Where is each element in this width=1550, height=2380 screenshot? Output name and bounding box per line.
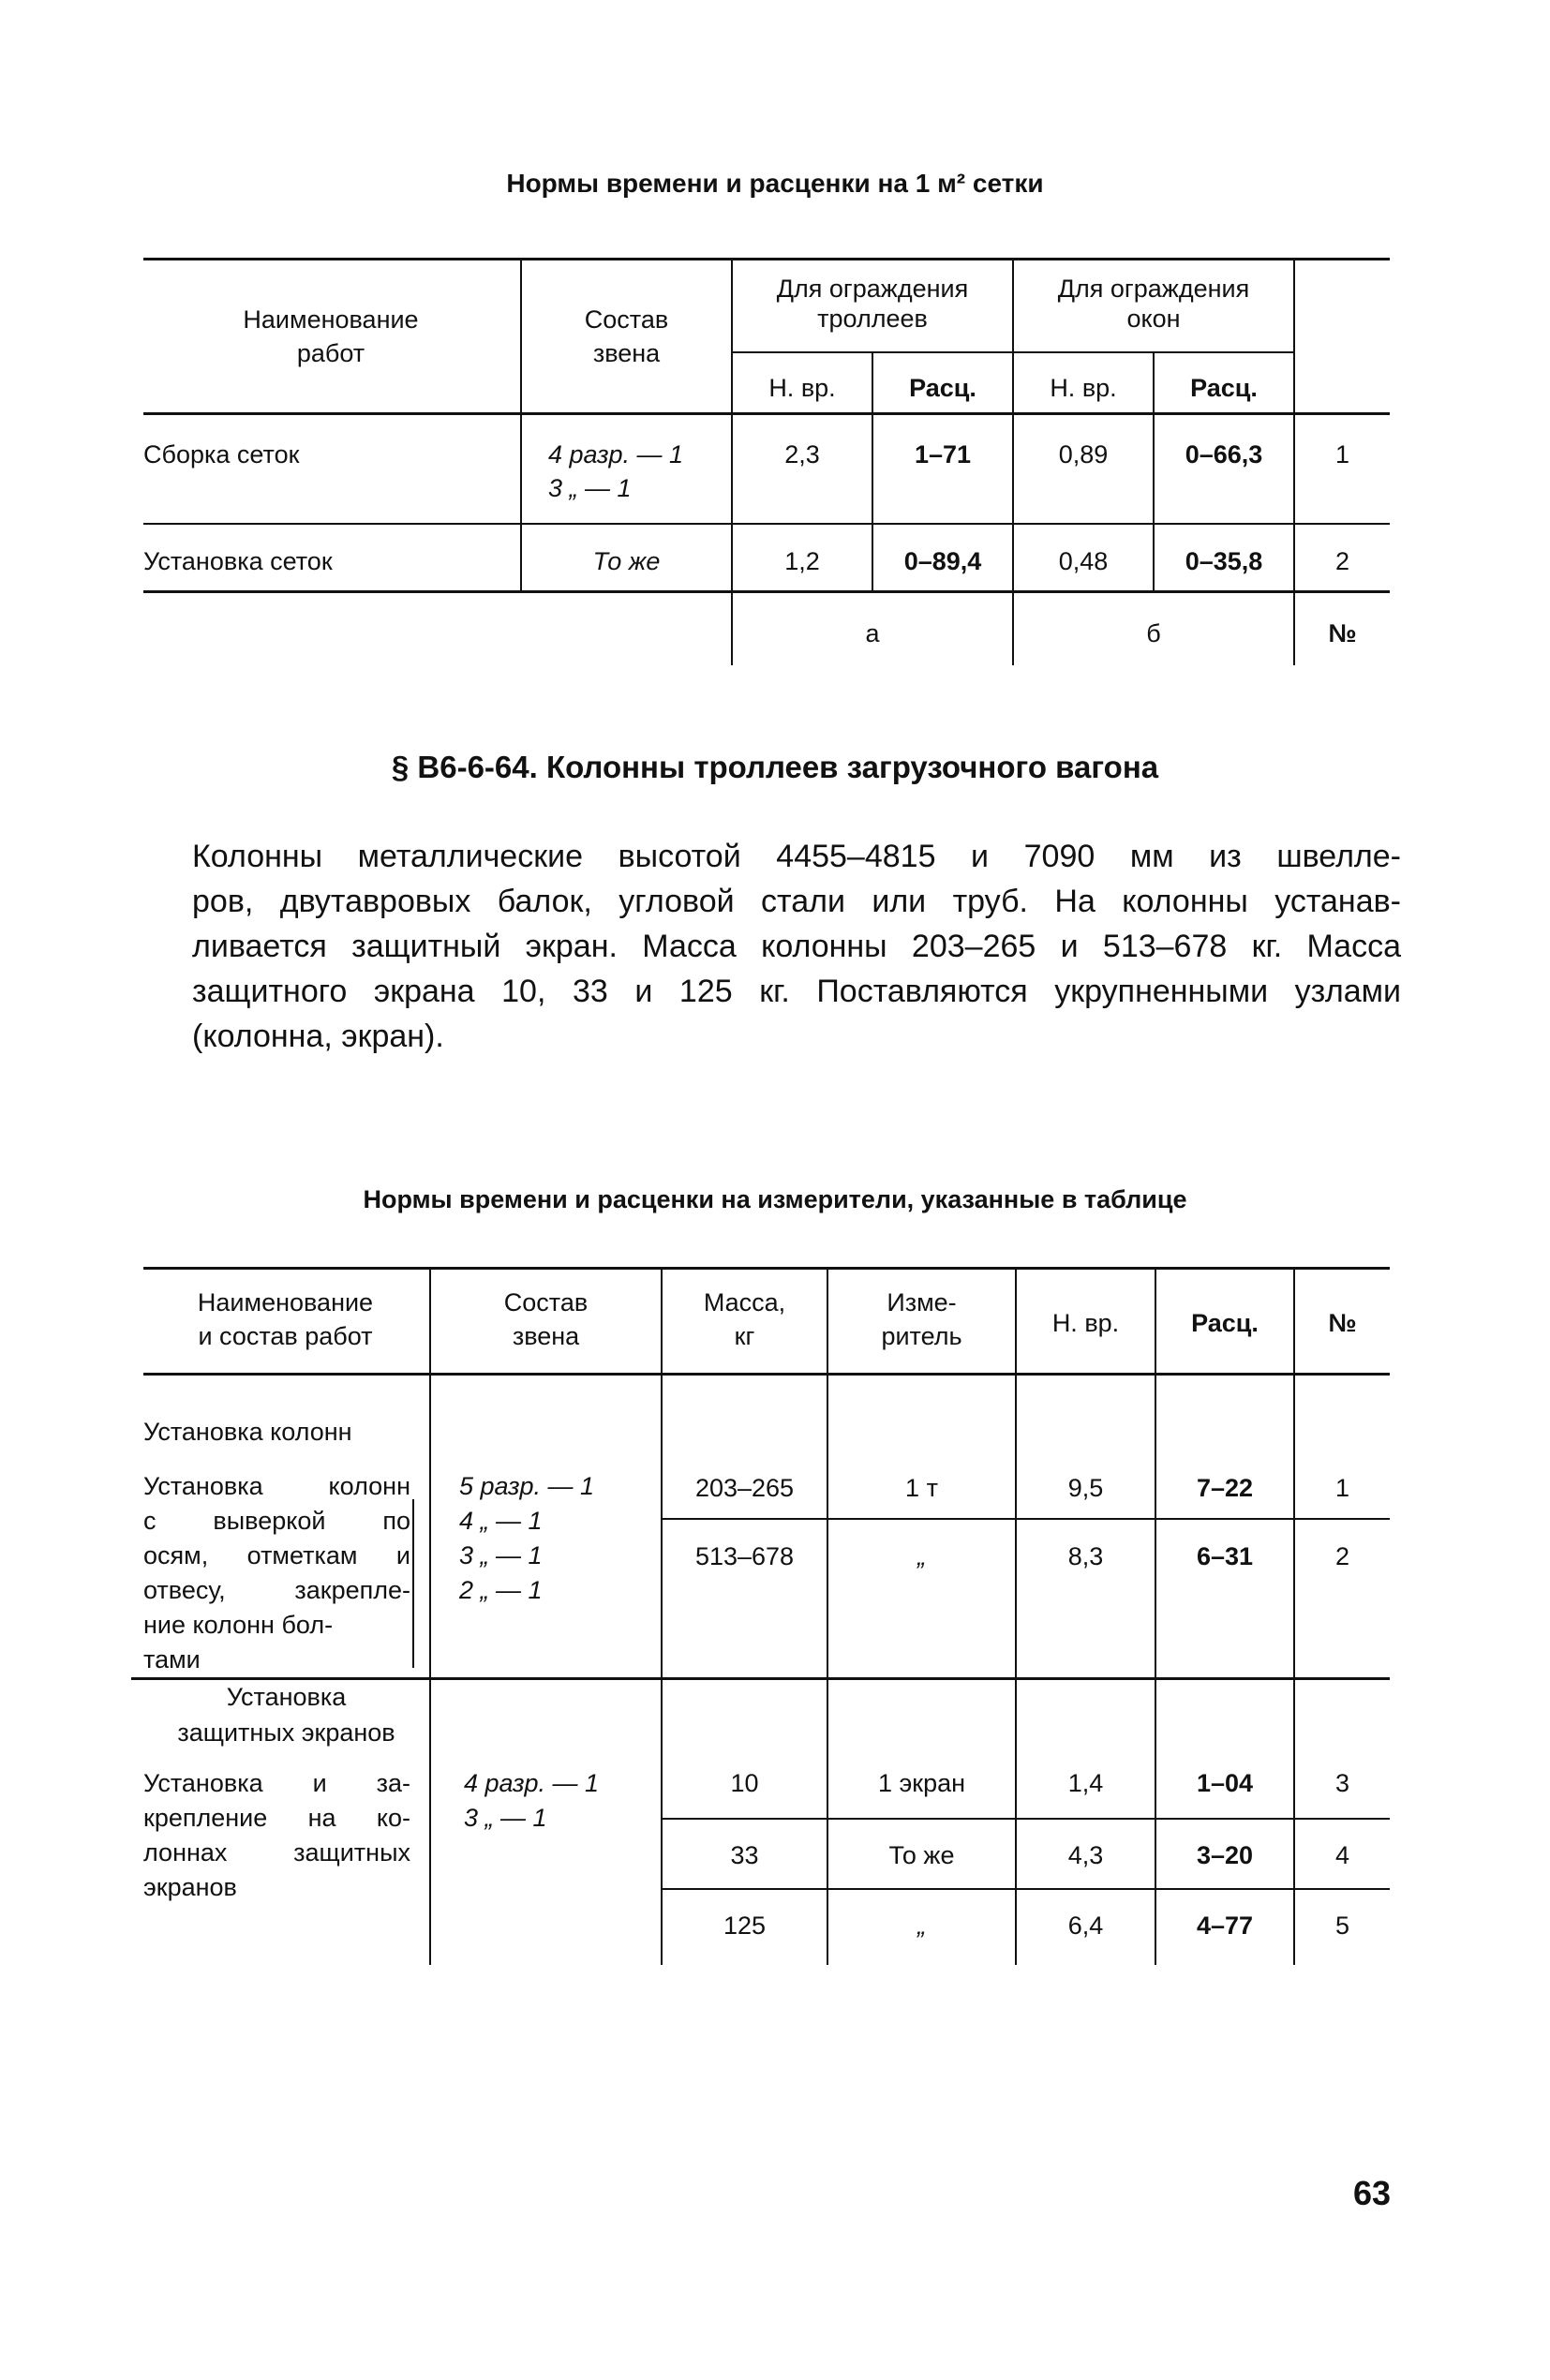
t2-group1-desc: Установка колонн с выверкой по осям, отметкам и отвесу, закрепле- ние колонн бол- тами [143, 1472, 410, 1673]
t1-row1-b-rasc: 0–66,3 [1185, 440, 1263, 469]
t2-row2-mass: 513–678 [694, 1542, 795, 1570]
t1-footer-a: а [865, 619, 880, 647]
table2-col-rule [429, 1267, 431, 1965]
t1-head-group-b: Для ограждения окон [1057, 275, 1250, 333]
t2-row1-rasc: 7–22 [1196, 1474, 1254, 1502]
table2-top-rule [143, 1267, 1390, 1270]
paragraph-line: ливается защитный экран. Масса колонны 203–265 и 513–678 кг. Масса [192, 929, 1401, 964]
t2-row2-meter: „ [917, 1542, 926, 1570]
t2-head-name: Наименование и состав работ [197, 1288, 374, 1350]
t2-row2-nvr: 8,3 [1067, 1542, 1104, 1570]
t1-head-group-a: Для ограждения троллеев [776, 275, 969, 333]
page-number: 63 [1352, 2174, 1391, 2212]
section-paragraph [192, 834, 1401, 1059]
t2-group1-crew: 5 разр. — 1 4 „ — 1 3 „ — 1 2 „ — 1 [459, 1472, 595, 1604]
table1-row-rule [143, 523, 1390, 525]
t2-row3-num: 3 [1334, 1769, 1350, 1797]
t2-row1-mass: 203–265 [694, 1474, 795, 1502]
t2-row5-mass: 125 [723, 1911, 767, 1940]
table2-header-bottom-rule [143, 1373, 1390, 1376]
paragraph-line: Колонны металлические высотой 4455–4815 и 7090 мм из швелле- [192, 839, 1401, 874]
t1-row2-a-rasc: 0–89,4 [903, 547, 982, 575]
paragraph-line: (колонна, экран). [192, 1019, 444, 1054]
t1-row2-b-rasc: 0–35,8 [1185, 547, 1263, 575]
t2-head-mass: Масса, кг [703, 1288, 786, 1350]
t2-row2-rasc: 6–31 [1196, 1542, 1254, 1570]
t2-row1-meter: 1 т [905, 1474, 938, 1502]
table1-top-rule [143, 258, 1390, 260]
t1-row1-name: Сборка сеток [143, 440, 300, 469]
t2-row2-num: 2 [1334, 1542, 1350, 1570]
table2-row-rule [661, 1518, 1390, 1520]
t1-head-b-rasc: Расц. [1190, 374, 1258, 402]
t2-group2-desc: Установка и за- крепление на ко- лоннах защитных экранов [143, 1769, 410, 1901]
paragraph-line: защитного экрана 10, 33 и 125 кг. Поставляются укрупненными узлами [192, 974, 1401, 1009]
t2-group1-bracket [412, 1499, 414, 1668]
t2-row5-rasc: 4–77 [1196, 1911, 1254, 1940]
t1-footer-num: № [1328, 619, 1357, 647]
table1-caption: Нормы времени и расценки на 1 м² сетки [506, 169, 1044, 198]
t2-group1-title: Установка колонн [143, 1418, 352, 1446]
paragraph-line: ров, двутавровых балок, угловой стали или труб. На колонны устанав- [192, 884, 1401, 919]
t2-row5-nvr: 6,4 [1067, 1911, 1104, 1940]
t2-row3-mass: 10 [730, 1769, 759, 1797]
t1-row2-crew: То же [592, 547, 661, 575]
t1-row1-num: 1 [1334, 440, 1350, 469]
t1-head-a-nvr: Н. вр. [768, 374, 836, 402]
t1-head-name: Наименование работ [243, 305, 419, 367]
t1-row2-num: 2 [1334, 547, 1350, 575]
t2-head-num: № [1328, 1309, 1357, 1337]
t2-row3-rasc: 1–04 [1196, 1769, 1254, 1797]
t2-group2-title: Установка защитных экранов [177, 1683, 395, 1747]
t2-row3-meter: 1 экран [877, 1769, 966, 1797]
t2-row4-nvr: 4,3 [1067, 1841, 1104, 1869]
t1-row1-crew: 4 разр. — 1 3 „ — 1 [548, 440, 684, 502]
table2-caption: Нормы времени и расценки на измерители, указанные в таблице [363, 1185, 1187, 1213]
t1-head-b-nvr: Н. вр. [1050, 374, 1117, 402]
t1-head-crew: Состав звена [584, 305, 669, 367]
t1-row1-a-rasc: 1–71 [914, 440, 972, 469]
table2-row-rule [661, 1888, 1390, 1890]
t2-row4-meter: То же [888, 1841, 955, 1869]
t1-row2-b-nvr: 0,48 [1058, 547, 1109, 575]
t2-row3-nvr: 1,4 [1067, 1769, 1104, 1797]
t2-head-rasc: Расц. [1191, 1309, 1259, 1337]
table1-header-bottom-rule [143, 412, 1390, 415]
t2-row4-mass: 33 [730, 1841, 759, 1869]
t1-row1-b-nvr: 0,89 [1058, 440, 1109, 469]
t2-row1-nvr: 9,5 [1067, 1474, 1104, 1502]
t1-row2-name: Установка сеток [143, 547, 333, 575]
t2-row1-num: 1 [1334, 1474, 1350, 1502]
t2-head-crew: Состав звена [503, 1288, 589, 1350]
t2-row4-num: 4 [1334, 1841, 1350, 1869]
t1-row2-a-nvr: 1,2 [784, 547, 820, 575]
t1-row1-a-nvr: 2,3 [784, 440, 820, 469]
t1-head-a-rasc: Расц. [909, 374, 976, 402]
table2-row-rule [661, 1818, 1390, 1820]
table1-bottom-rule [143, 590, 1390, 593]
t2-group2-crew: 4 разр. — 1 3 „ — 1 [464, 1769, 600, 1832]
t2-head-nvr: Н. вр. [1051, 1309, 1120, 1337]
t2-row4-rasc: 3–20 [1196, 1841, 1254, 1869]
t2-row5-meter: „ [917, 1911, 926, 1940]
t2-row5-num: 5 [1334, 1911, 1350, 1940]
section-title: § В6-6-64. Колонны троллеев загрузочного вагона [391, 750, 1159, 784]
t1-footer-b: б [1146, 619, 1161, 647]
t2-head-meter: Изме- ритель [881, 1288, 962, 1350]
